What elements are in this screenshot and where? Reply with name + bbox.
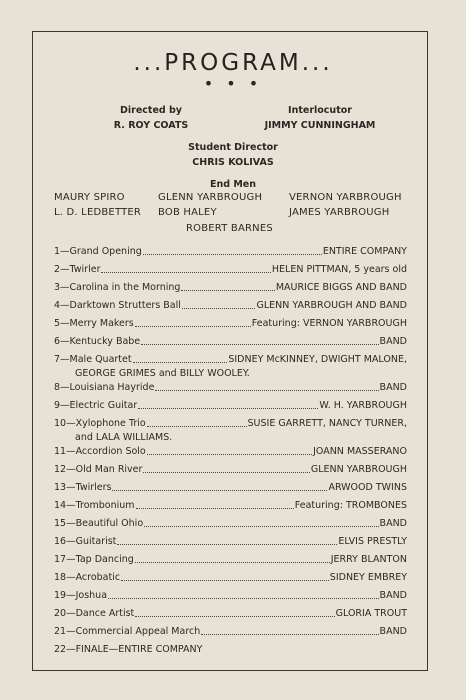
program-item: [54, 335, 407, 349]
dot-leader: [141, 335, 378, 345]
program-performer: SIDNEY EMBREY: [329, 572, 407, 583]
dot-leader: [108, 589, 379, 599]
end-man: GLENN YARBROUGH: [158, 192, 263, 203]
program-item: [54, 643, 407, 657]
program-performer-continuation: GEORGE GRIMES and BILLY WOOLEY.: [75, 368, 250, 379]
dot-leader: [144, 517, 378, 527]
program-performer: Featuring: TROMBONES: [294, 500, 407, 511]
program-item: [54, 353, 407, 367]
program-act: 15—Beautiful Ohio: [54, 518, 144, 529]
program-act: 21—Commercial Appeal March: [54, 626, 201, 637]
program-performer: ARWOOD TWINS: [328, 482, 407, 493]
program-item: [54, 571, 407, 585]
program-item: [54, 589, 407, 603]
program-performer: SIDNEY McKINNEY, DWIGHT MALONE,: [228, 354, 407, 365]
dot-leader: [135, 317, 251, 327]
program-performer: BAND: [379, 382, 407, 393]
dot-leader: [147, 445, 312, 455]
program-act: 1—Grand Opening: [54, 246, 142, 257]
directed-by-label: Directed by: [120, 105, 182, 116]
end-man: L. D. LEDBETTER: [54, 207, 142, 218]
interlocutor: [255, 103, 385, 133]
title-ornament: • • •: [203, 74, 263, 93]
program-performer: Featuring: VERNON YARBROUGH: [251, 318, 407, 329]
end-man: BOB HALEY: [158, 207, 217, 218]
program-performer: BAND: [379, 336, 407, 347]
program-act: 9—Electric Guitar: [54, 400, 138, 411]
program-item: [54, 317, 407, 331]
program-item: [54, 535, 407, 549]
program-item: [54, 263, 407, 277]
end-man: MAURY SPIRO: [54, 192, 125, 203]
program-act: 17—Tap Dancing: [54, 554, 134, 565]
student-director-label: Student Director: [188, 142, 278, 153]
program-performer: W. H. YARBROUGH: [319, 400, 407, 411]
program-performer: BAND: [379, 590, 407, 601]
program-item: [54, 481, 407, 495]
program-act: 3—Carolina in the Morning: [54, 282, 181, 293]
program-item: [54, 281, 407, 295]
program-act: 22—FINALE—ENTIRE COMPANY: [54, 644, 203, 655]
student-director-name: CHRIS KOLIVAS: [192, 157, 274, 168]
dot-leader: [201, 625, 378, 635]
program-performer: HELEN PITTMAN, 5 years old: [271, 264, 407, 275]
interlocutor-label: Interlocutor: [288, 105, 352, 116]
program-act: 13—Twirlers: [54, 482, 112, 493]
end-men-label: End Men: [209, 179, 257, 190]
dot-leader: [121, 571, 329, 581]
program-act: 7—Male Quartet: [54, 354, 132, 365]
program-performer: ELVIS PRESTLY: [338, 536, 407, 547]
dot-leader: [182, 299, 256, 309]
program-item: [54, 417, 407, 431]
directed-by: [96, 103, 206, 133]
program-act: 12—Old Man River: [54, 464, 143, 475]
program-item: [54, 625, 407, 639]
page-title: ...PROGRAM...: [133, 50, 333, 76]
end-man: VERNON YARBROUGH: [289, 192, 402, 203]
program-performer-continuation: and LALA WILLIAMS.: [75, 432, 173, 443]
dot-leader: [181, 281, 274, 291]
end-man: ROBERT BARNES: [186, 223, 273, 234]
program-item: [54, 399, 407, 413]
interlocutor-name: JIMMY CUNNINGHAM: [264, 120, 376, 131]
dot-leader: [133, 353, 228, 363]
program-act: 11—Accordion Solo: [54, 446, 146, 457]
dot-leader: [147, 417, 247, 427]
program-item: [54, 517, 407, 531]
program-item: [54, 445, 407, 459]
program-item: [54, 553, 407, 567]
program-act: 4—Darktown Strutters Ball: [54, 300, 181, 311]
directed-by-name: R. ROY COATS: [113, 120, 189, 131]
program-performer: MAURICE BIGGS AND BAND: [275, 282, 407, 293]
program-item: [54, 463, 407, 477]
program-item: [54, 299, 407, 313]
program-performer: GLENN YARBROUGH AND BAND: [256, 300, 407, 311]
dot-leader: [135, 607, 334, 617]
program-performer: GLORIA TROUT: [335, 608, 407, 619]
student-director: [165, 140, 301, 170]
program-performer: JERRY BLANTON: [330, 554, 407, 565]
program-act: 19—Joshua: [54, 590, 108, 601]
dot-leader: [143, 463, 309, 473]
program-performer: JOANN MASSERANO: [313, 446, 407, 457]
program-performer: SUSIE GARRETT, NANCY TURNER,: [247, 418, 407, 429]
dot-leader: [117, 535, 337, 545]
program-item: [54, 381, 407, 395]
dot-leader: [136, 499, 294, 509]
dot-leader: [112, 481, 327, 491]
program-act: 2—Twirler: [54, 264, 101, 275]
end-man: JAMES YARBROUGH: [289, 207, 390, 218]
program-act: 5—Merry Makers: [54, 318, 134, 329]
program-act: 8—Louisiana Hayride: [54, 382, 155, 393]
dot-leader: [143, 245, 322, 255]
program-performer: GLENN YARBROUGH: [310, 464, 407, 475]
dot-leader: [155, 381, 378, 391]
program-act: 16—Guitarist: [54, 536, 117, 547]
program-performer: ENTIRE COMPANY: [322, 246, 407, 257]
program-item: [54, 607, 407, 621]
program-performer: BAND: [379, 626, 407, 637]
program-item: [54, 245, 407, 259]
dot-leader: [138, 399, 318, 409]
program-act: 20—Dance Artist: [54, 608, 135, 619]
program-act: 6—Kentucky Babe: [54, 336, 141, 347]
program-performer: BAND: [379, 518, 407, 529]
program-act: 14—Trombonium: [54, 500, 135, 511]
dot-leader: [101, 263, 270, 273]
dot-leader: [135, 553, 330, 563]
program-item: [54, 499, 407, 513]
program-act: 10—Xylophone Trio: [54, 418, 146, 429]
program-act: 18—Acrobatic: [54, 572, 121, 583]
